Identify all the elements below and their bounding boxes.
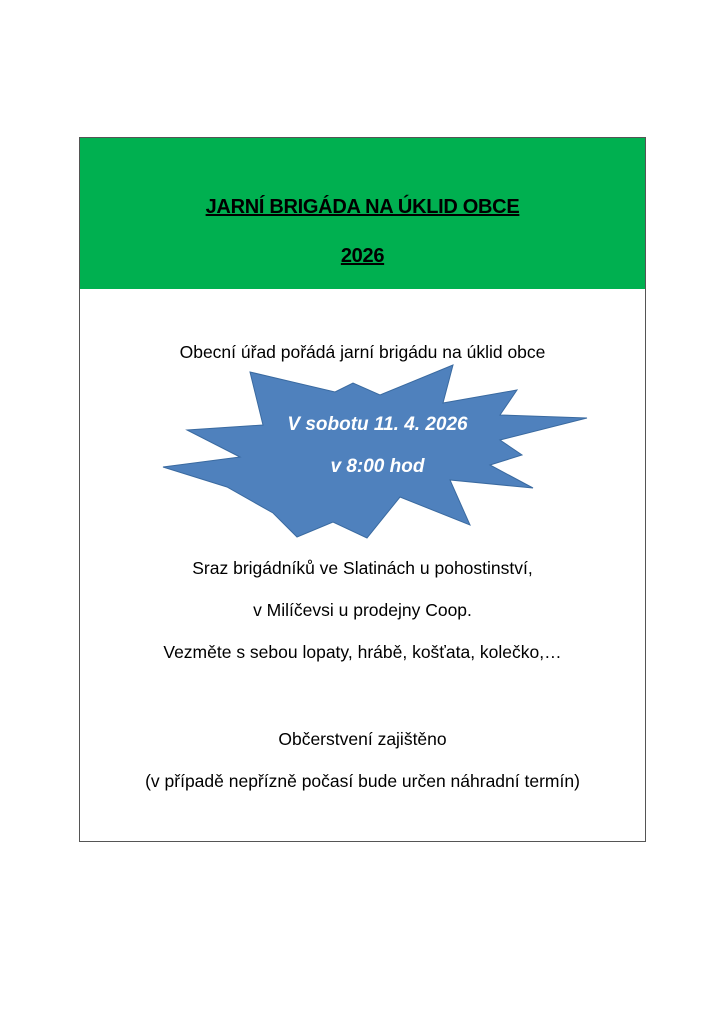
event-time: v 8:00 hod — [330, 456, 425, 477]
body-line: Občerstvení zajištěno — [278, 729, 447, 749]
body-line: Sraz brigádníků ve Slatinách u pohostinství, — [192, 558, 533, 578]
starburst-polygon — [163, 365, 587, 538]
flyer-title: JARNÍ BRIGÁDA NA ÚKLID OBCE — [205, 196, 520, 218]
intro-text: Obecní úřad pořádá jarní brigádu na úklid obce — [179, 342, 546, 362]
body-line: (v případě nepřízně počasí bude určen náhradní termín) — [145, 771, 580, 791]
flyer-year: 2026 — [340, 245, 385, 267]
body-line: Vezměte s sebou lopaty, hrábě, košťata, kolečko,… — [163, 642, 562, 662]
event-date: V sobotu 11. 4. 2026 — [287, 414, 468, 435]
body-line: v Milíčevsi u prodejny Coop. — [253, 600, 472, 620]
